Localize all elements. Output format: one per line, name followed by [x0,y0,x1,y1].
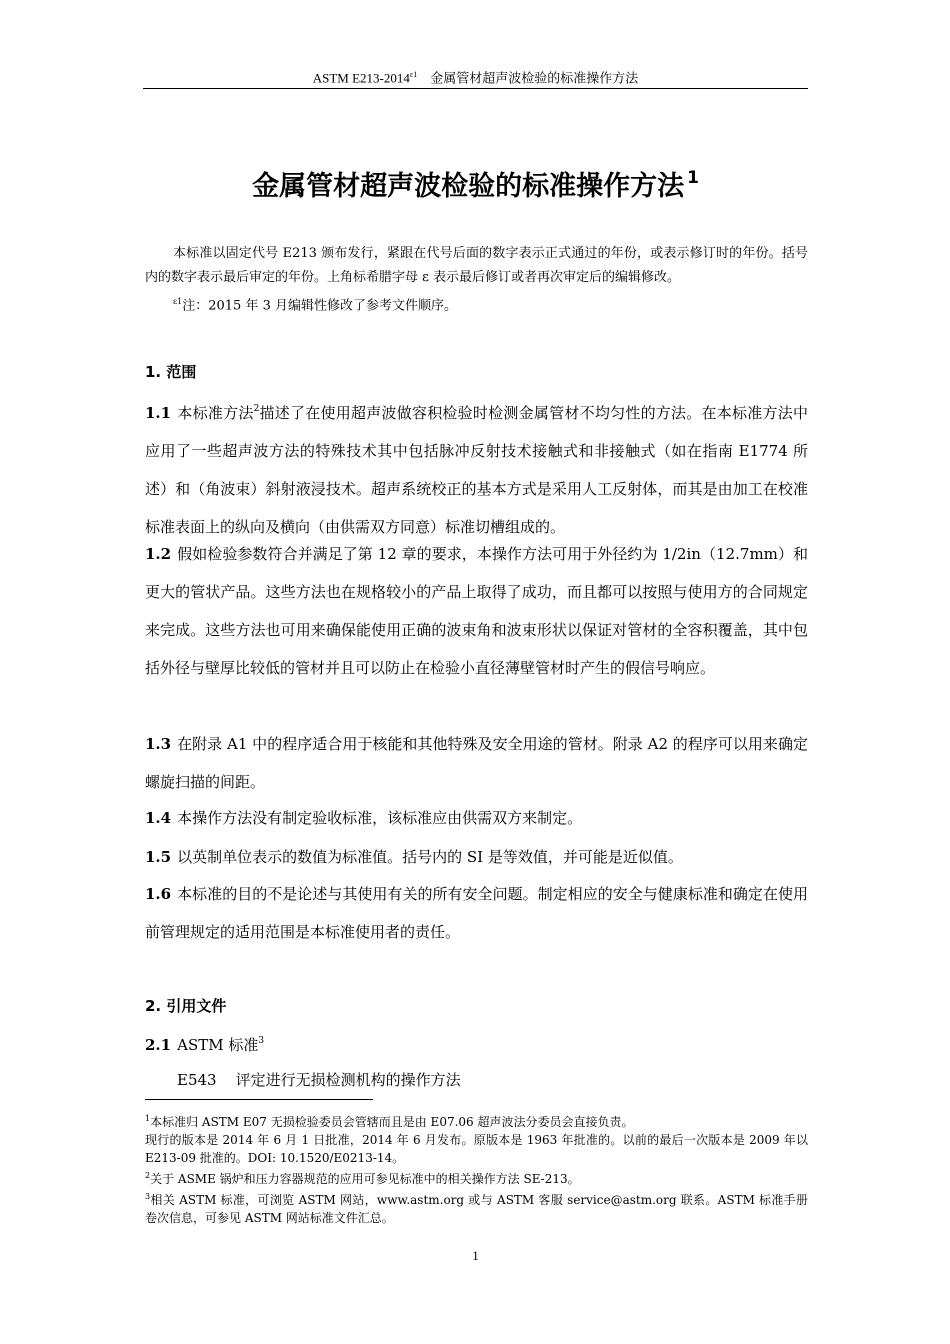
clause-text: 本操作方法没有制定验收标准，该标准应由供需双方来制定。 [177,809,583,827]
running-header [143,66,808,87]
clause-number: 2.1 [145,1036,172,1054]
footnote-3 [145,1188,808,1227]
clause-text: 本标准的目的不是论述与其使用有关的所有安全问题。制定相应的安全与健康标准和确定在使用前管理规定的适用范围是本标准使用者的责任。 [145,885,808,941]
clause-text: ASTM 标准 [177,1036,259,1054]
reference-e543 [177,1061,808,1099]
section-2-heading: 2. 引用文件 [145,997,227,1015]
footnote-rule [145,1099,373,1100]
footnotes [145,1110,808,1227]
header-standard-code: ASTM E213-2014 [312,70,410,86]
header-code-superscript: ε1 [409,70,418,79]
reference-code: E543 [177,1071,217,1089]
clause-1-5 [145,838,808,876]
footnote-mark: 3 [145,1192,151,1201]
document-title [143,158,808,207]
page-number: 1 [472,1248,479,1263]
reference-title: 评定进行无损检测机构的操作方法 [235,1071,461,1089]
document-title-text: 金属管材超声波检验的标准操作方法 [252,171,685,202]
clause-number: 1.6 [145,885,172,903]
footnote-1-continued [145,1131,808,1167]
preface-paragraph: 本标准以固定代号 E213 颁布发行，紧跟在代号后面的数字表示正式通过的年份，或表示修订时的年份。括号内的数字表示最后审定的年份。上角标希腊字母 ε 表示最后修订或者再次审定后的编辑修改。 [145,246,808,285]
clause-number: 1.5 [145,848,172,866]
clause-text: 本标准方法 [177,404,254,422]
footnote-ref-2: 2 [253,404,260,414]
preface [145,242,808,318]
footnote-ref-3: 3 [258,1036,265,1046]
preface-note [145,290,808,318]
footnote-mark: 2 [145,1171,151,1180]
header-rule [143,88,808,89]
footnote-2 [145,1167,808,1188]
clause-number: 1.1 [145,404,172,422]
preface-note-text: 注：2015 年 3 月编辑性修改了参考文件顺序。 [182,298,457,314]
clause-number: 1.3 [145,735,172,753]
clause-1-2 [145,535,808,687]
footnote-text: 相关 ASTM 标准，可浏览 ASTM 网站，www.astm.org 或与 ASTM 客服 service@astm.org 联系。ASTM 标准手册卷次信息，可参见 ASTM 网站标准文件汇总。 [145,1193,808,1225]
clause-1-6 [145,875,808,951]
preface-note-superscript: ε1 [173,297,183,306]
title-footnote-mark: 1 [687,168,699,188]
footnote-mark: 1 [145,1114,151,1123]
clause-1-3 [145,725,808,801]
clause-text: 假如检验参数符合并满足了第 12 章的要求，本操作方法可用于外径约为 1/2in（12.7mm）和更大的管状产品。这些方法也在规格较小的产品上取得了成功，而且都可以按照与使用方的合同规定来完成。这些方法也可用来确保能使用正确的波束角和波束形状以保证对管材的全容积覆盖，其中包括外径与壁厚比较低的管材并且可以防止在检验小直径薄壁管材时产生的假信号响应。 [145,545,808,677]
footnote-text: 现行的版本是 2014 年 6 月 1 日批准，2014 年 6 月发布。原版本是 1963 年批准的。以前的最后一次版本是 2009 年以 E213-09 批准的。DOI: 10.1520/E0213-14。 [145,1133,808,1165]
clause-text: 以英制单位表示的数值为标准值。括号内的 SI 是等效值，并可能是近似值。 [177,848,683,866]
footnote-text: 本标准归 ASTM E07 无损检验委员会管辖而且是由 E07.06 超声波法分委员会直接负责。 [150,1115,634,1129]
clause-2-1 [145,1022,808,1064]
clause-1-4 [145,799,808,837]
clause-text: 在附录 A1 中的程序适合用于核能和其他特殊及安全用途的管材。附录 A2 的程序可以用来确定螺旋扫描的间距。 [145,735,808,791]
section-1-heading: 1. 范围 [145,363,197,381]
clause-text: 描述了在使用超声波做容积检验时检测金属管材不均匀性的方法。在本标准方法中应用了一些超声波方法的特殊技术其中包括脉冲反射技术接触式和非接触式（如在指南 E1774 所述）和（角波束）斜射液浸技术。超声系统校正的基本方式是采用人工反射体，而其是由加工在校准标准表面上的纵向及横向（由供需双方同意）标准切槽组成的。 [145,404,808,536]
footnote-1 [145,1110,808,1131]
clause-number: 1.4 [145,809,172,827]
clause-number: 1.2 [145,545,172,563]
header-title: 金属管材超声波检验的标准操作方法 [430,70,639,86]
clause-1-1 [145,390,808,546]
footnote-text: 关于 ASME 锅炉和压力容器规范的应用可参见标准中的相关操作方法 SE-213。 [150,1172,580,1186]
